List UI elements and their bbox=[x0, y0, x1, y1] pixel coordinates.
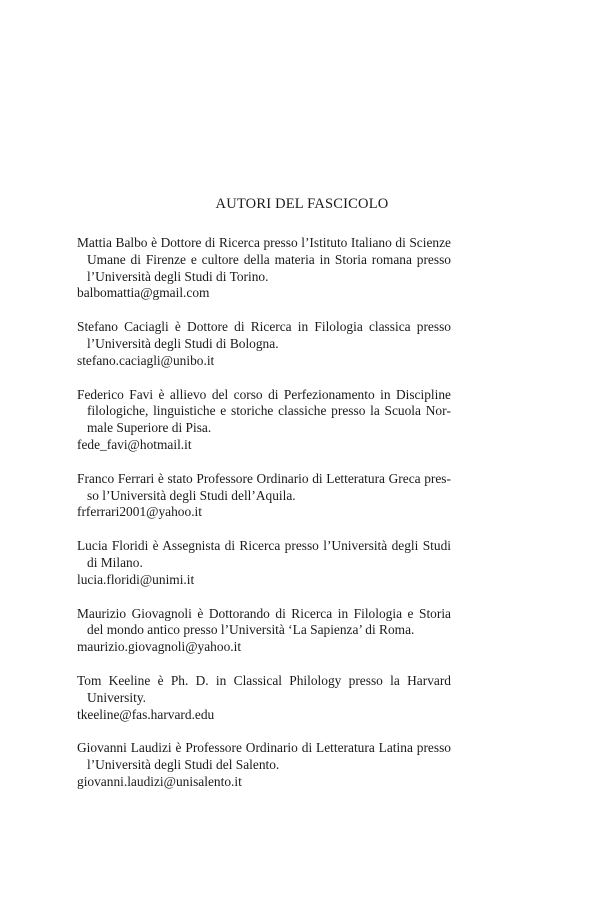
author-entry bbox=[77, 538, 451, 588]
author-bio: Federico Favi è allievo del corso di Perfezionamento in Discipline filologiche, linguistiche e storiche classiche presso la Scuola Normale Superiore di Pisa. bbox=[77, 386, 451, 436]
author-bio: Giovanni Laudizi è Professore Ordinario di Letteratura Latina presso l’Università degli Studi del Salento. bbox=[77, 740, 451, 773]
author-list bbox=[77, 235, 451, 808]
author-email: giovanni.laudizi@unisalento.it bbox=[77, 773, 242, 789]
author-entry bbox=[77, 740, 451, 790]
author-email: balbomattia@gmail.com bbox=[77, 285, 210, 301]
author-entry bbox=[77, 606, 451, 656]
author-email: maurizio.giovagnoli@yahoo.it bbox=[77, 639, 242, 655]
author-email: tkeeline@fas.harvard.edu bbox=[77, 706, 215, 722]
author-entry bbox=[77, 387, 451, 454]
author-email: lucia.floridi@unimi.it bbox=[77, 571, 195, 587]
author-bio: Tom Keeline è Ph. D. in Classical Philology presso la Harvard University. bbox=[77, 672, 451, 705]
author-entry bbox=[77, 471, 451, 521]
author-bio: Lucia Floridi è Assegnista di Ricerca presso l’Università degli Studi di Milano. bbox=[77, 538, 451, 570]
author-email: frferrari2001@yahoo.it bbox=[77, 504, 202, 520]
author-bio: Franco Ferrari è stato Professore Ordinario di Letteratura Greca presso l’Università degli Studi dell’Aquila. bbox=[77, 470, 451, 503]
author-entry bbox=[77, 673, 451, 723]
author-entry bbox=[77, 235, 451, 302]
author-email: fede_favi@hotmail.it bbox=[77, 436, 192, 452]
author-email: stefano.caciagli@unibo.it bbox=[77, 352, 215, 368]
author-entry bbox=[77, 319, 451, 369]
author-bio: Maurizio Giovagnoli è Dottorando di Ricerca in Filologia e Storia del mondo antico presso l’Università ‘La Sapienza’ di Roma. bbox=[77, 605, 451, 638]
page-title: AUTORI DEL FASCICOLO bbox=[215, 196, 389, 212]
author-bio: Mattia Balbo è Dottore di Ricerca presso l’Istituto Italiano di Scienze Umane di Firenze e cultore della materia in Storia romana presso l’Università degli Studi di Torino. bbox=[77, 235, 451, 284]
author-bio: Stefano Caciagli è Dottore di Ricerca in Filologia classica presso l’Università degli Studi di Bologna. bbox=[77, 319, 451, 351]
